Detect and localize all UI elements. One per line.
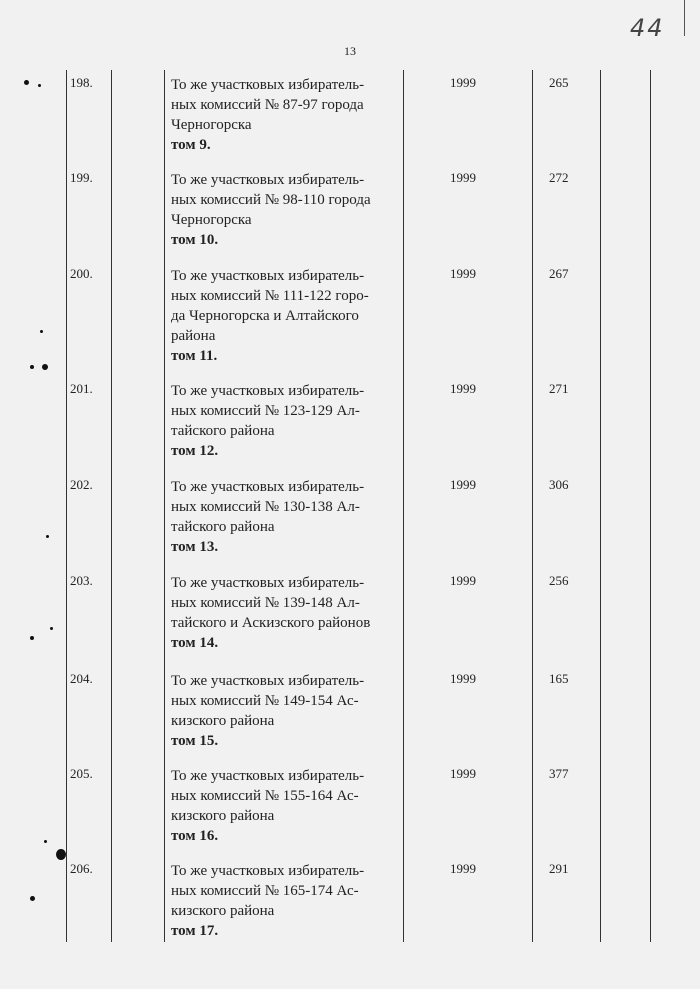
row-year: 1999	[450, 477, 476, 492]
description-line: ных комиссий № 165-174 Ас-	[171, 883, 359, 899]
row-description	[171, 671, 397, 751]
scan-speck	[24, 80, 29, 85]
row-sheet-count: 256	[549, 573, 569, 588]
scan-speck	[46, 535, 49, 538]
row-year: 1999	[450, 381, 476, 396]
top-right-rule	[684, 0, 685, 36]
handwritten-folio-number: 44	[630, 14, 665, 42]
scan-speck	[44, 840, 47, 843]
row-year: 1999	[450, 266, 476, 281]
row-sheet-count: 291	[549, 861, 569, 876]
volume-label: том 14.	[171, 635, 219, 651]
description-line: кизского района	[171, 903, 275, 919]
column-rule	[532, 70, 533, 942]
description-line: кизского района	[171, 713, 275, 729]
scan-speck	[56, 849, 66, 860]
row-description	[171, 573, 397, 653]
description-line: района	[171, 328, 216, 344]
volume-label: том 12.	[171, 443, 219, 459]
column-rule	[403, 70, 404, 942]
row-year: 1999	[450, 861, 476, 876]
description-line: кизского района	[171, 808, 275, 824]
description-line: тайского района	[171, 423, 275, 439]
row-sheet-count: 165	[549, 671, 569, 686]
description-line: То же участковых избиратель-	[171, 863, 365, 879]
description-line: ных комиссий № 111-122 горо-	[171, 288, 369, 304]
scan-speck	[30, 896, 35, 901]
description-line: ных комиссий № 123-129 Ал-	[171, 403, 360, 419]
volume-label: том 13.	[171, 539, 219, 555]
row-number: 205.	[70, 766, 93, 781]
row-description	[171, 266, 397, 366]
scan-speck	[42, 364, 48, 370]
description-line: То же участковых избиратель-	[171, 77, 365, 93]
row-description	[171, 766, 397, 846]
row-description	[171, 170, 397, 250]
row-year: 1999	[450, 573, 476, 588]
column-rule	[66, 70, 67, 942]
description-line: ных комиссий № 87-97 города	[171, 97, 364, 113]
volume-label: том 10.	[171, 232, 219, 248]
description-line: То же участковых избиратель-	[171, 268, 365, 284]
row-number: 202.	[70, 477, 93, 492]
row-number: 198.	[70, 75, 93, 90]
volume-label: том 17.	[171, 923, 219, 939]
row-year: 1999	[450, 170, 476, 185]
row-description	[171, 861, 397, 941]
row-description	[171, 477, 397, 557]
row-number: 201.	[70, 381, 93, 396]
description-line: ных комиссий № 155-164 Ас-	[171, 788, 359, 804]
row-year: 1999	[450, 671, 476, 686]
column-rule	[164, 70, 165, 942]
description-line: Черногорска	[171, 212, 252, 228]
volume-label: том 15.	[171, 733, 219, 749]
description-line: То же участковых избиратель-	[171, 673, 365, 689]
row-description	[171, 75, 397, 155]
scan-speck	[50, 627, 53, 630]
row-number: 199.	[70, 170, 93, 185]
description-line: То же участковых избиратель-	[171, 479, 365, 495]
column-rule	[111, 70, 112, 942]
volume-label: том 16.	[171, 828, 219, 844]
description-line: ных комиссий № 139-148 Ал-	[171, 595, 360, 611]
scan-speck	[38, 84, 41, 87]
row-sheet-count: 265	[549, 75, 569, 90]
description-line: То же участковых избиратель-	[171, 383, 365, 399]
description-line: тайского и Аскизского районов	[171, 615, 371, 631]
column-rule	[600, 70, 601, 942]
description-line: Черногорска	[171, 117, 252, 133]
volume-label: том 11.	[171, 348, 218, 364]
column-rule	[650, 70, 651, 942]
row-sheet-count: 272	[549, 170, 569, 185]
row-number: 203.	[70, 573, 93, 588]
description-line: ных комиссий № 130-138 Ал-	[171, 499, 360, 515]
row-number: 200.	[70, 266, 93, 281]
row-sheet-count: 306	[549, 477, 569, 492]
page-number: 13	[344, 44, 356, 58]
description-line: То же участковых избиратель-	[171, 768, 365, 784]
row-number: 204.	[70, 671, 93, 686]
row-sheet-count: 267	[549, 266, 569, 281]
row-year: 1999	[450, 766, 476, 781]
row-description	[171, 381, 397, 461]
scan-speck	[40, 330, 43, 333]
description-line: тайского района	[171, 519, 275, 535]
volume-label: том 9.	[171, 137, 211, 153]
row-sheet-count: 271	[549, 381, 569, 396]
description-line: ных комиссий № 149-154 Ас-	[171, 693, 359, 709]
description-line: да Черногорска и Алтайского	[171, 308, 359, 324]
description-line: То же участковых избиратель-	[171, 172, 365, 188]
scan-speck	[30, 365, 34, 369]
description-line: То же участковых избиратель-	[171, 575, 365, 591]
row-year: 1999	[450, 75, 476, 90]
row-sheet-count: 377	[549, 766, 569, 781]
row-number: 206.	[70, 861, 93, 876]
description-line: ных комиссий № 98-110 города	[171, 192, 371, 208]
scan-speck	[30, 636, 34, 640]
